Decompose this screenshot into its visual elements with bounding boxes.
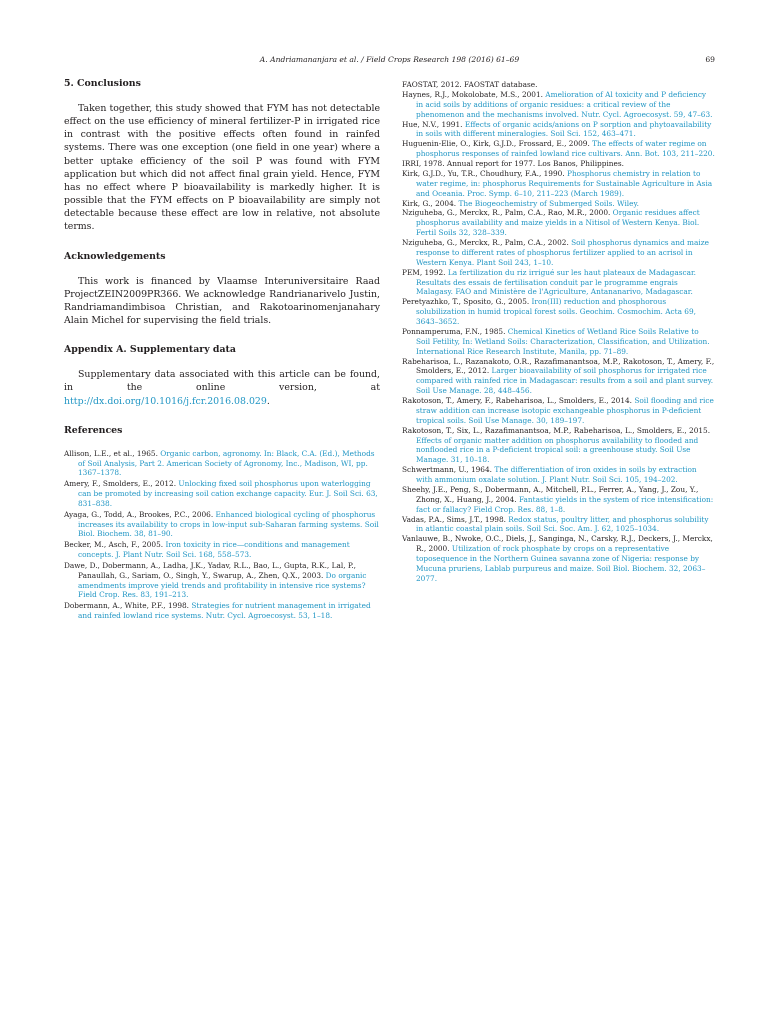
reference-item — [402, 465, 715, 485]
reference-link[interactable]: Unlocking fixed soil phosphorus upon waterlogging can be promoted by increasing soil cation exchange capacity. Eur. J. Soil Sci. 63, 831–838. — [78, 479, 378, 508]
reference-authors: Huguenin-Elie, O., Kirk, G.J.D., Frossard, E., 2009. — [402, 139, 593, 149]
reference-link[interactable]: Soil phosphorus dynamics and maize response to different rates of phosphorus fertilizer applied to an acrisol in Western Kenya. Plant Soil 243, 1–10. — [416, 238, 709, 267]
reference-authors: Schwertmann, U., 1964. — [402, 465, 495, 475]
reference-link[interactable]: Fantastic yields in the system of rice intensification: fact or fallacy? Field Crop. Res. 88, 1–8. — [416, 494, 714, 514]
reference-authors: Kirk, G.J.D., Yu, T.R., Choudhury, F.A., 1990. — [402, 168, 567, 178]
reference-link[interactable]: Organic carbon, agronomy. In: Black, C.A. (Ed.), Methods of Soil Analysis, Part 2. American Society of Agronomy, Inc., Madison, WI, pp. 1367–1378. — [78, 448, 375, 478]
reference-item — [402, 169, 715, 199]
reference-item — [64, 540, 380, 560]
reference-item — [64, 449, 380, 479]
appendix-heading: Appendix A. Supplementary data — [64, 344, 236, 356]
appendix-text-before: Supplementary data associated with this article can be found, in the online version, at — [64, 369, 380, 394]
reference-link[interactable]: Soil flooding and rice straw addition can increase isotopic exchangeable phosphorus in P-deficient tropical soils. Soil Use Manage. 30, 189–197. — [416, 396, 714, 425]
appendix-text-after: . — [266, 395, 270, 407]
reference-link[interactable]: La fertilization du riz irrigué sur les haut plateaux de Madagascar. Resultats des essais de fertilisation conduit par le programme engrais Malagasy. FAO and Ministère de l'Agriculture, Antananarivo, Madagascar. — [416, 267, 697, 297]
left-column — [64, 78, 380, 621]
reference-item — [402, 159, 715, 169]
reference-item — [402, 327, 715, 357]
reference-item — [402, 139, 715, 159]
reference-authors: Dobermann, A., White, P.F., 1998. — [64, 601, 192, 611]
reference-link[interactable]: The Biogeochemistry of Submerged Soils. Wiley. — [458, 198, 639, 208]
reference-authors: Becker, M., Asch, F., 2005. — [64, 540, 166, 550]
acknowledgements-text: This work is financed by Vlaamse Interuniversitaire Raad ProjectZEIN2009PR366. We acknowledge Randrianarivelo Justin, Randriamandimbisoa Christian, and Rakotoarinomenjanahary Alain Michel for supervising the field trials. — [64, 275, 380, 327]
conclusions-text: Taken together, this study showed that FYM has not detectable effect on the use efficiency of mineral fertilizer-P in irrigated rice in contrast with the positive effects often found in rainfed systems. There was one exception (one field in one year) where a better uptake efficiency of the soil P was found with FYM application but which did not affect final grain yield. Hence, FYM has no effect where P bioavailability is markedly higher. It is possible that the FYM effects on P bioavailability are simply not detectable because these effect are low in relative, not absolute terms. — [64, 103, 380, 233]
reference-item — [402, 80, 715, 90]
reference-item — [64, 561, 380, 600]
page-number: 69 — [705, 55, 715, 64]
reference-link[interactable]: Strategies for nutrient management in irrigated and rainfed lowland rice systems. Nutr. Cycl. Agroecosyst. 53, 1–18. — [78, 601, 371, 621]
reference-item — [402, 396, 715, 426]
reference-authors: Peretyazhko, T., Sposito, G., 2005. — [402, 297, 532, 307]
supplementary-data-link[interactable]: http://dx.doi.org/10.1016/j.fcr.2016.08.029 — [64, 395, 267, 407]
reference-link[interactable]: Amelioration of Al toxicity and P deficiency in acid soils by additions of organic residues: a critical review of the phenomenon and the mechanisms involved. Nutr. Cycl. Agroecosyst. 59, 47–63. — [416, 89, 713, 119]
reference-link[interactable]: Effects of organic matter addition on phosphorus availability to flooded and nonflooded rice in a P-deficient tropical soil: a greenhouse study. Soil Use Manage. 31, 10–18. — [416, 435, 699, 465]
reference-item — [402, 534, 715, 583]
reference-authors: Rakotoson, T., Six, L., Razafimanantsoa, M.P., Rabeharisoa, L., Smolders, E., 2015. — [402, 425, 711, 435]
reference-link[interactable]: Enhanced biological cycling of phosphorus increases its availability to crops in low-input sub-Saharan farming systems. Soil Biol. Biochem. 38, 81–90. — [78, 509, 379, 539]
reference-link[interactable]: Chemical Kinetics of Wetland Rice Soils Relative to Soil Fetility, In: Wetland Soils: Characterization, Classification, and Utilization. International Rice Research Institute, Manila, pp. 71–89. — [416, 326, 710, 356]
reference-item — [402, 238, 715, 268]
reference-item — [402, 485, 715, 515]
reference-item — [402, 297, 715, 327]
reference-item — [402, 90, 715, 120]
reference-item — [64, 479, 380, 509]
reference-item — [402, 426, 715, 466]
reference-authors: Rakotoson, T., Amery, F., Rabeharisoa, L., Smolders, E., 2014. — [402, 396, 635, 405]
reference-item — [402, 268, 715, 298]
reference-item — [402, 208, 715, 238]
reference-authors: Haynes, R.J., Mokolobate, M.S., 2001. — [402, 89, 546, 99]
appendix-text — [64, 368, 380, 407]
reference-authors: Sheehy, J.E., Peng, S., Dobermann, A., Mitchell, P.L., Ferrer, A., Yang, J., Zou, Y., Zhong, X., Huang, J., 2004. — [402, 484, 699, 504]
reference-link[interactable]: Do organic amendments improve yield trends and profitability in intensive rice systems? Field Crop. Res. 83, 191–213. — [78, 570, 367, 600]
reference-link[interactable]: The differentiation of iron oxides in soils by extraction with ammonium oxalate solution. J. Plant Nutr. Soil Sci. 105, 194–202. — [416, 465, 697, 484]
reference-authors: Hue, N.V., 1991. — [402, 119, 465, 129]
reference-authors: Kirk, G., 2004. — [402, 198, 459, 208]
reference-link[interactable]: Organic residues affect phosphorus availability and maize yields in a Nitisol of Western Kenya. Biol. Fertil Soils 32, 328–339. — [416, 208, 700, 238]
reference-authors: Vadas, P.A., Sims, J.T., 1998. — [402, 514, 509, 524]
reference-link[interactable]: The effects of water regime on phosphorus responses of rainfed lowland rice cultivars. Ann. Bot. 103, 211–220. — [416, 139, 715, 159]
reference-authors: FAOSTAT, 2012. FAOSTAT database. — [402, 80, 538, 89]
reference-authors: Dawe, D., Dobermann, A., Ladha, J.K., Yadav, R.L., Bao, L., Gupta, R.K., Lal, P., Panaullah, G., Sariam, O., Singh, Y., Swarup, A., Zhen, Q.X., 2003. — [64, 560, 356, 580]
reference-authors: Nziguheba, G., Merckx, R., Palm, C.A., Rao, M.R., 2000. — [402, 208, 613, 218]
running-header — [64, 55, 715, 67]
reference-item — [402, 199, 715, 209]
acknowledgements-heading: Acknowledgements — [64, 250, 166, 262]
reference-authors: IRRI, 1978. Annual report for 1977. Los Banos, Philippines. — [402, 159, 624, 168]
reference-link[interactable]: Effects of organic acids/anions on P sorption and phytoavailability in soils with different mineralogies. Soil Sci. 152, 463–471. — [416, 119, 712, 139]
reference-link[interactable]: Iron(III) reduction and phosphorous solubilization in humid tropical forest soils. Geochim. Cosmochim. Acta 69, 3643–3652. — [416, 297, 696, 326]
reference-authors: Vanlauwe, B., Nwoke, O.C., Diels, J., Sanginga, N., Carsky, R.J., Deckers, J., Merckx, R., 2000. — [402, 534, 713, 554]
reference-item — [402, 357, 715, 397]
reference-link[interactable]: Iron toxicity in rice—conditions and management concepts. J. Plant Nutr. Soil Sci. 168, 558–573. — [78, 540, 350, 560]
reference-authors: Nziguheba, G., Merckx, R., Palm, C.A., 2002. — [402, 238, 572, 247]
reference-authors: Rabeharisoa, L., Razanakoto, O.R., Razafimanantsoa, M.P., Rakotoson, T., Amery, F., Smolders, E., 2012. — [402, 356, 715, 376]
reference-authors: Ayaga, G., Todd, A., Brookes, P.C., 2006. — [64, 509, 216, 519]
reference-link[interactable]: Larger bioavailability of soil phosphorus for irrigated rice compared with rainfed rice in Madagascar: results from a soil and plant survey. Soil Use Manage. 28, 448–456. — [416, 366, 714, 396]
running-title: A. Andriamananjara et al. / Field Crops Research 198 (2016) 61–69 — [259, 55, 520, 64]
reference-item — [402, 515, 715, 535]
reference-item — [402, 120, 715, 140]
reference-link[interactable]: Redox status, poultry litter, and phosphorus solubility in atlantic coastal plain soils. Soil Sci. Soc. Am. J. 62, 1025–1034. — [416, 514, 709, 534]
conclusions-heading: 5. Conclusions — [64, 78, 141, 89]
reference-link[interactable]: Phosphorus chemistry in relation to water regime, in: phosphorus Requirements for Sustainable Agriculture in Asia and Oceania. Proc. Symp. 6–10, 211–223 (March 1989). — [416, 168, 713, 198]
references-list-left — [64, 449, 380, 621]
reference-authors: Amery, F., Smolders, E., 2012. — [64, 479, 179, 489]
reference-authors: Allison, L.E., et al., 1965. — [64, 448, 161, 458]
right-column — [402, 80, 715, 584]
reference-item — [64, 510, 380, 540]
references-heading: References — [64, 424, 123, 436]
reference-link[interactable]: Utilization of rock phosphate by crops on a representative toposequence in the Northern Guinea savanna zone of Nigeria: response by Mucuna pruriens, Lablab purpureus and maize. Soil Biol. Biochem. 32, 2063–2077. — [416, 544, 706, 583]
references-list-right — [402, 80, 715, 584]
reference-authors: PEM, 1992. — [402, 267, 448, 277]
reference-authors: Ponnamperuma, F.N., 1985. — [402, 326, 508, 336]
reference-item — [64, 601, 380, 621]
